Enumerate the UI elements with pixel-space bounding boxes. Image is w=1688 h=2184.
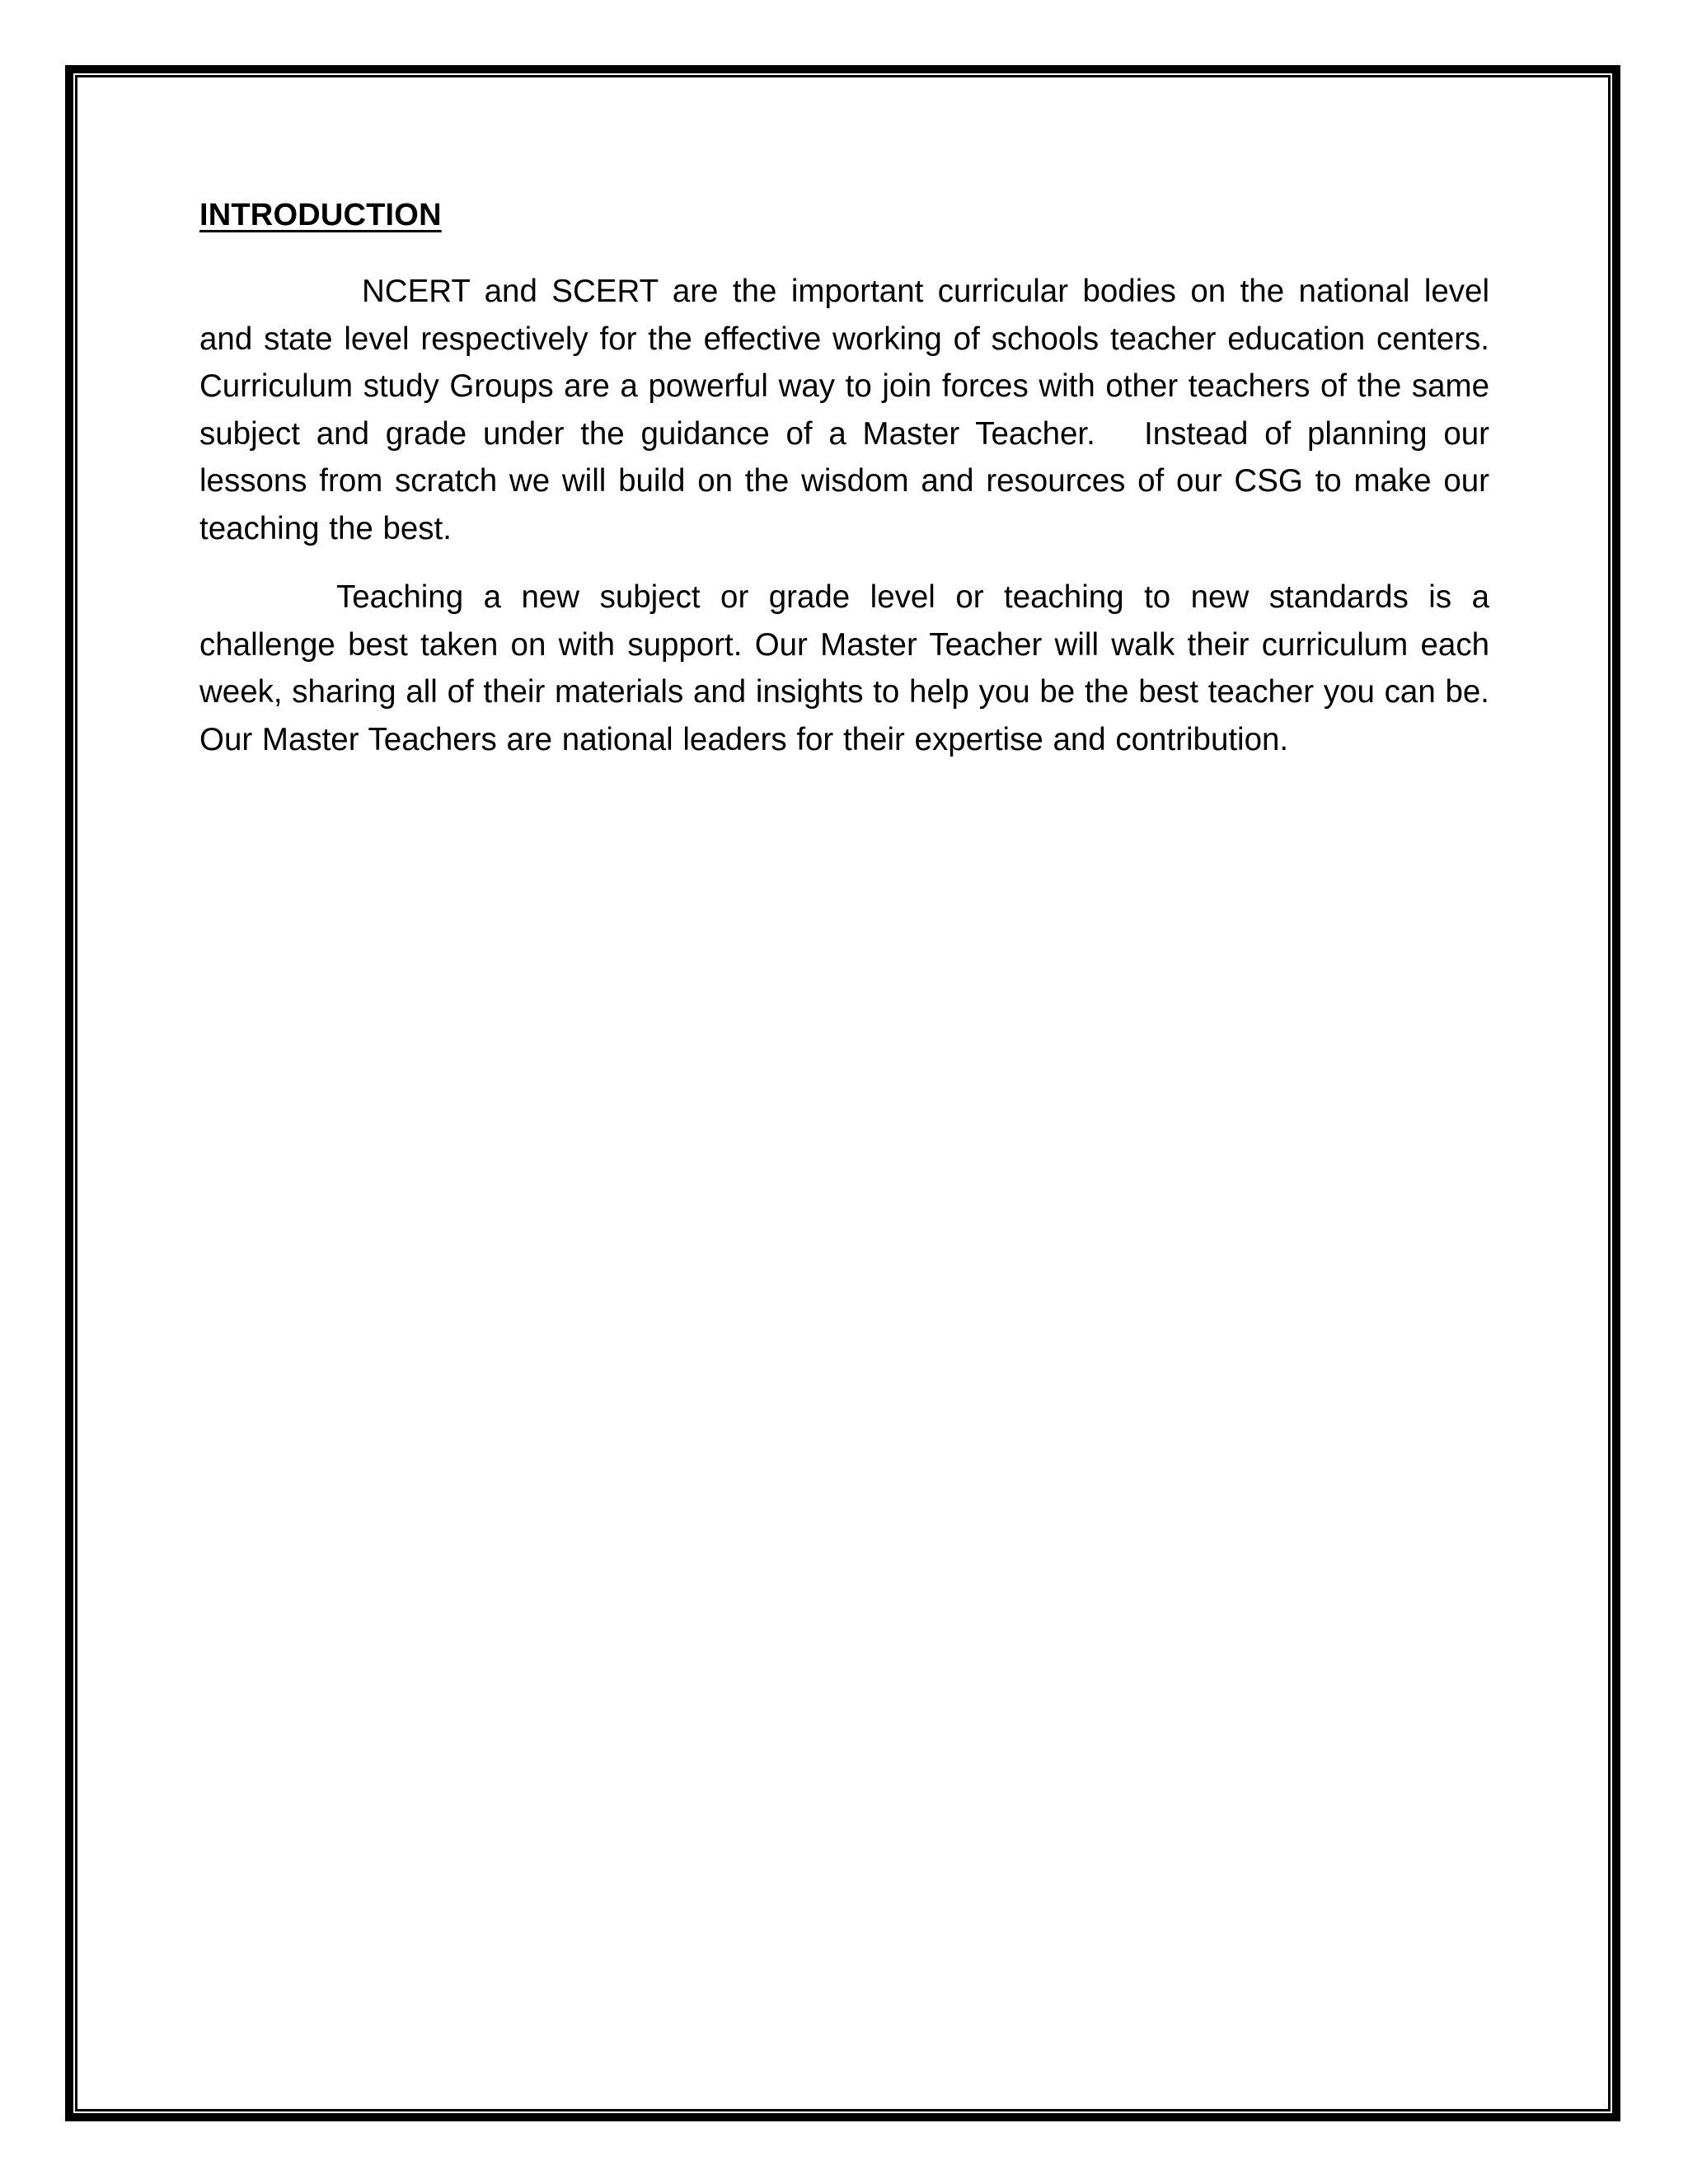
paragraph-2: Teaching a new subject or grade level or teaching to new standards is a challenge best taken on with support. Our Master Teacher will walk their curriculum each week, sharing all of their materials and insights to help you be the best teacher you can be. Our Master Teachers are national leaders for their expertise and contribution. bbox=[199, 579, 1489, 757]
paragraph-1: NCERT and SCERT are the important curricular bodies on the national level and state level respectively for the effective working of schools teacher education centers. Curriculum study Groups are a powerful way to join forces with other teachers of the same subject and grade under the guidance of a Master Teacher. Instead of planning our lessons from scratch we will build on the wisdom and resources of our CSG to make our teaching the best. bbox=[199, 274, 1519, 546]
document-content bbox=[199, 198, 1519, 785]
section-heading: INTRODUCTION bbox=[199, 198, 442, 232]
